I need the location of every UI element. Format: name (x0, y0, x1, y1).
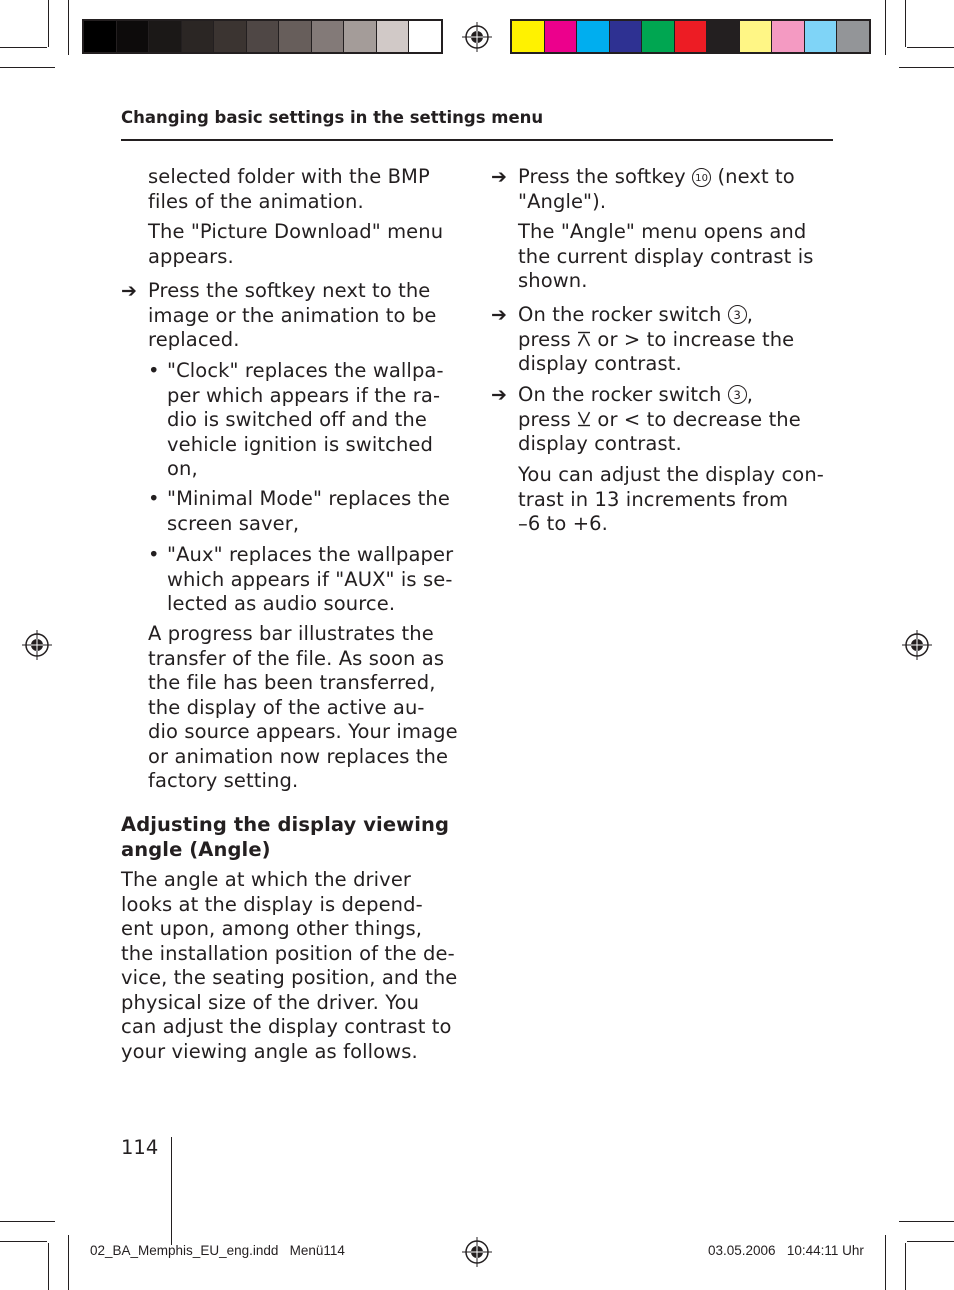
registration-mark-icon (462, 1237, 492, 1267)
crop-mark-tr-v2 (885, 0, 886, 55)
text-line: the file has been transferred, (148, 671, 436, 694)
crop-mark-tr-h (899, 67, 954, 68)
color-swatch (84, 21, 117, 52)
crop-mark-tl-h2 (0, 47, 47, 48)
text-line: appears. (148, 244, 234, 268)
color-swatch (577, 21, 610, 52)
rocker-switch-number-icon: 3 (728, 305, 747, 324)
text-span: On the rocker switch (518, 303, 722, 326)
text-line: vice, the seating position, and the (121, 966, 458, 989)
color-swatch (377, 21, 410, 52)
step-press-softkey-angle (518, 165, 795, 214)
crop-mark-bl-v (48, 1243, 49, 1290)
color-swatch (675, 21, 708, 52)
color-swatch (545, 21, 578, 52)
color-swatch (344, 21, 377, 52)
color-swatch (837, 21, 869, 52)
rocker-up-icon (577, 331, 591, 347)
text-span: or > to increase the (597, 327, 795, 351)
color-swatch (214, 21, 247, 52)
step-increase-contrast (518, 303, 794, 377)
text-line: transfer of the file. As soon as (148, 646, 445, 670)
running-head: Changing basic settings in the settings menu (121, 108, 544, 127)
arrow-icon: ➔ (491, 384, 508, 406)
text-line: your viewing angle as follows. (121, 1039, 418, 1063)
step-decrease-contrast (518, 383, 801, 457)
crop-mark-bl-h (0, 1221, 55, 1222)
text-line: dio is switched off and the (167, 408, 427, 431)
text-line: You can adjust the display con- (518, 463, 824, 486)
text-span: Press the softkey (518, 165, 686, 188)
rocker-down-icon (577, 411, 591, 427)
crop-mark-tr-v (905, 0, 906, 47)
bullet-minimal-mode (167, 487, 450, 536)
color-swatch (149, 21, 182, 52)
text-span: On the rocker switch (518, 383, 722, 406)
text-line: "Angle"). (518, 189, 607, 213)
text-line: or animation now replaces the (148, 744, 449, 768)
text-line: display contrast. (518, 432, 682, 455)
registration-mark-icon (22, 630, 52, 660)
crop-mark-br-v2 (885, 1235, 886, 1290)
color-swatch (805, 21, 838, 52)
text-line: "Minimal Mode" replaces the (167, 487, 450, 510)
text-line: the display of the active au- (148, 695, 425, 719)
paragraph-progress-bar (148, 622, 458, 794)
paragraph-angle-menu-opens (518, 220, 814, 294)
section-heading (121, 813, 449, 862)
text-line: looks at the display is depend- (121, 892, 423, 916)
softkey-number-icon: 10 (692, 168, 711, 187)
text-line: on, (167, 457, 198, 480)
heading-line: angle (Angle) (121, 837, 271, 861)
bullet-icon: • (148, 359, 160, 382)
text-line: the current display contrast is (518, 244, 814, 268)
text-span: or < to decrease the (597, 407, 801, 431)
text-line: physical size of the driver. You (121, 990, 420, 1014)
text-line: –6 to +6. (518, 512, 608, 535)
slug-timestamp: 03.05.2006 10:44:11 Uhr (708, 1243, 864, 1258)
text-line: image or the animation to be (148, 303, 437, 327)
paragraph-menu-appears (148, 220, 443, 269)
crop-mark-tr-h2 (907, 47, 954, 48)
text-line: trast in 13 increments from (518, 487, 789, 511)
color-swatch (247, 21, 280, 52)
color-swatch (279, 21, 312, 52)
comma: , (746, 303, 754, 326)
folio-rule (171, 1137, 172, 1245)
text-line: The "Picture Download" menu (148, 220, 444, 243)
arrow-icon: ➔ (121, 280, 138, 302)
text-line: screen saver, (167, 511, 300, 535)
text-span: press (518, 407, 571, 431)
text-line: factory setting. (148, 769, 299, 792)
heading-line: Adjusting the display viewing (121, 813, 450, 836)
text-line: ent upon, among other things, (121, 917, 422, 940)
crop-mark-tl-v2 (68, 0, 69, 55)
crop-mark-bl-v2 (68, 1235, 69, 1290)
paragraph-increments (518, 463, 824, 537)
text-line: A progress bar illustrates the (148, 622, 434, 645)
crop-mark-tl-v (48, 0, 49, 47)
text-line: dio source appears. Your image (148, 720, 458, 743)
bullet-icon: • (148, 487, 160, 510)
text-line: files of the animation. (148, 189, 364, 213)
color-swatch (707, 21, 740, 52)
color-swatch (182, 21, 215, 52)
text-span: (next to (717, 165, 795, 188)
registration-mark-icon (462, 22, 492, 52)
color-swatch (312, 21, 345, 52)
bullet-clock (167, 359, 444, 482)
rocker-switch-number-icon: 3 (728, 385, 747, 404)
registration-mark-icon (902, 630, 932, 660)
crop-mark-br-h (899, 1221, 954, 1222)
paragraph-folder (148, 165, 430, 214)
color-swatch (512, 21, 545, 52)
paragraph-angle-body (121, 868, 457, 1064)
crop-mark-br-h2 (907, 1241, 954, 1242)
page-number: 114 (121, 1136, 159, 1159)
text-line: lected as audio source. (167, 592, 396, 615)
arrow-icon: ➔ (491, 166, 508, 188)
bullet-icon: • (148, 543, 160, 566)
text-line: Press the softkey next to the (148, 279, 431, 302)
slug-file-info: 02_BA_Memphis_EU_eng.indd Menü114 (90, 1243, 345, 1258)
color-swatch (642, 21, 675, 52)
text-line: which appears if "AUX" is se- (167, 567, 453, 591)
step-press-softkey (148, 279, 436, 353)
text-line: display contrast. (518, 352, 682, 375)
text-line: per which appears if the ra- (167, 383, 441, 407)
bullet-aux (167, 543, 453, 617)
text-line: the installation position of the de- (121, 941, 455, 965)
crop-mark-br-v (905, 1243, 906, 1290)
color-swatch (740, 21, 773, 52)
crop-mark-tl-h (0, 67, 55, 68)
color-swatch (409, 21, 441, 52)
color-swatch (772, 21, 805, 52)
text-line: selected folder with the BMP (148, 165, 430, 188)
text-line: replaced. (148, 328, 240, 351)
header-rule (121, 139, 833, 141)
text-line: "Aux" replaces the wallpaper (167, 543, 454, 566)
crop-mark-bl-h2 (0, 1241, 47, 1242)
text-line: vehicle ignition is switched (167, 432, 433, 456)
arrow-icon: ➔ (491, 304, 508, 326)
text-line: The "Angle" menu opens and (518, 220, 807, 243)
text-line: "Clock" replaces the wallpa- (167, 359, 444, 382)
color-swatch (610, 21, 643, 52)
color-swatch (117, 21, 150, 52)
text-line: shown. (518, 269, 588, 292)
grayscale-calibration-bar (82, 19, 443, 54)
text-span: press (518, 327, 571, 351)
text-line: The angle at which the driver (121, 868, 412, 891)
comma: , (746, 383, 754, 406)
color-calibration-bar (510, 19, 871, 54)
text-line: can adjust the display contrast to (121, 1015, 452, 1038)
